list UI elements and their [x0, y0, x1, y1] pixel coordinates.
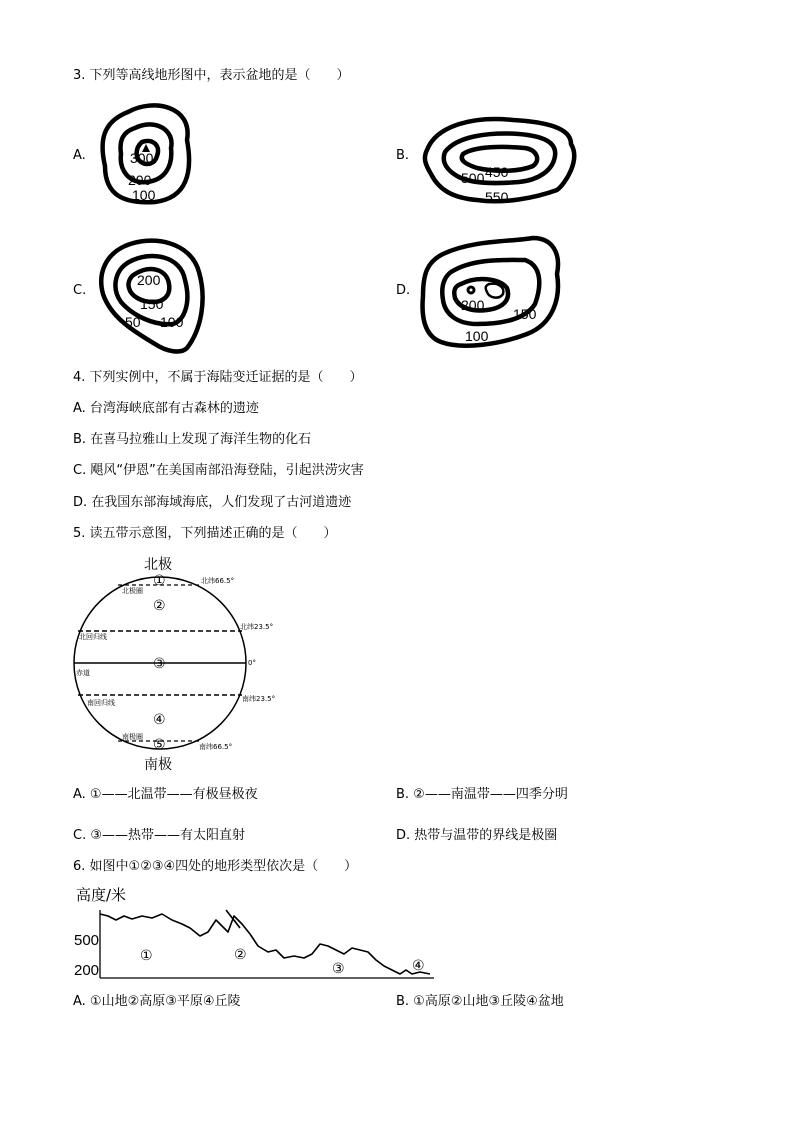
zone-3-marker: ③ — [153, 656, 166, 672]
q4-option-b: B. 在喜马拉雅山上发现了海洋生物的化石 — [73, 432, 312, 447]
q6-option-b: B. ①高原②山地③丘陵④盆地 — [396, 994, 564, 1009]
south-pole-label: 南极 — [144, 757, 172, 773]
q3-a-contour-300: 300 — [130, 150, 154, 166]
lat-s23-label: 南纬23.5° — [242, 695, 276, 703]
q5-option-c: C. ③——热带——有太阳直射 — [73, 828, 245, 843]
tropic-capricorn-label: 南回归线 — [87, 699, 115, 707]
q3-option-c-label: C. — [73, 283, 87, 298]
q3-b-contour-550: 550 — [485, 189, 509, 205]
profile-ylabel: 高度/米 — [76, 886, 127, 904]
north-pole-label: 北极 — [144, 557, 172, 573]
q3-c-contour-100: 100 — [160, 314, 184, 330]
q3-d-contour-200: 200 — [461, 297, 485, 313]
q6-option-a: A. ①山地②高原③平原④丘陵 — [73, 994, 241, 1009]
profile-marker-1: ① — [140, 948, 153, 964]
lat-n66-label: 北纬66.5° — [201, 577, 235, 585]
q6-stem: 6. 如图中①②③④四处的地形类型依次是（ ） — [73, 859, 358, 874]
tropic-cancer-label: 北回归线 — [79, 633, 107, 641]
q5-option-d: D. 热带与温带的界线是极圈 — [396, 828, 558, 843]
terrain-profile — [70, 880, 450, 990]
q3-d-contour-150: 150 — [513, 306, 537, 322]
q4-option-d: D. 在我国东部海域海底，人们发现了古河道遗迹 — [73, 495, 352, 510]
q3-a-contour-100: 100 — [132, 187, 156, 203]
q5-option-a: A. ①——北温带——有极昼极夜 — [73, 787, 258, 802]
q3-a-contour-200: 200 — [128, 172, 152, 188]
q3-map-b — [415, 110, 590, 215]
q4-stem: 4. 下列实例中，不属于海陆变迁证据的是（ ） — [73, 370, 363, 385]
profile-tick-500: 500 — [74, 932, 100, 949]
q3-option-b-label: B. — [396, 148, 410, 163]
zone-5-marker: ⑤ — [153, 737, 166, 753]
q3-stem: 3. 下列等高线地形图中，表示盆地的是（ ） — [73, 68, 350, 83]
q3-c-contour-150: 150 — [140, 296, 164, 312]
q3-option-d-label: D. — [396, 283, 411, 298]
lat-0-label: 0° — [248, 659, 256, 667]
q3-b-contour-450: 450 — [485, 164, 509, 180]
antarctic-circle-label: 南极圈 — [122, 733, 143, 741]
q3-c-contour-200: 200 — [137, 272, 161, 288]
q3-option-a-label: A. — [73, 148, 86, 163]
equator-label: 赤道 — [76, 669, 90, 677]
profile-marker-3: ③ — [332, 961, 345, 977]
q3-d-contour-100: 100 — [465, 328, 489, 344]
q3-map-c — [95, 232, 215, 357]
zone-2-marker: ② — [153, 598, 166, 614]
profile-tick-200: 200 — [74, 962, 100, 979]
q4-option-c: C. 飓风“伊恩”在美国南部沿海登陆，引起洪涝灾害 — [73, 463, 364, 478]
zone-1-marker: ① — [153, 573, 166, 589]
profile-marker-4: ④ — [412, 958, 425, 974]
five-zones-diagram — [70, 553, 290, 773]
q4-option-a: A. 台湾海峡底部有古森林的遗迹 — [73, 401, 259, 416]
q3-b-contour-500: 500 — [461, 170, 485, 186]
q3-c-contour-50: 50 — [125, 314, 141, 330]
arctic-circle-label: 北极圈 — [122, 587, 143, 595]
q5-stem: 5. 读五带示意图，下列描述正确的是（ ） — [73, 526, 337, 541]
q3-map-a — [95, 100, 215, 210]
zone-4-marker: ④ — [153, 712, 166, 728]
lat-n23-label: 北纬23.5° — [240, 623, 274, 631]
q5-option-b: B. ②——南温带——四季分明 — [396, 787, 568, 802]
q3-map-d — [415, 232, 575, 357]
lat-s66-label: 南纬66.5° — [199, 743, 233, 751]
profile-marker-2: ② — [234, 947, 247, 963]
